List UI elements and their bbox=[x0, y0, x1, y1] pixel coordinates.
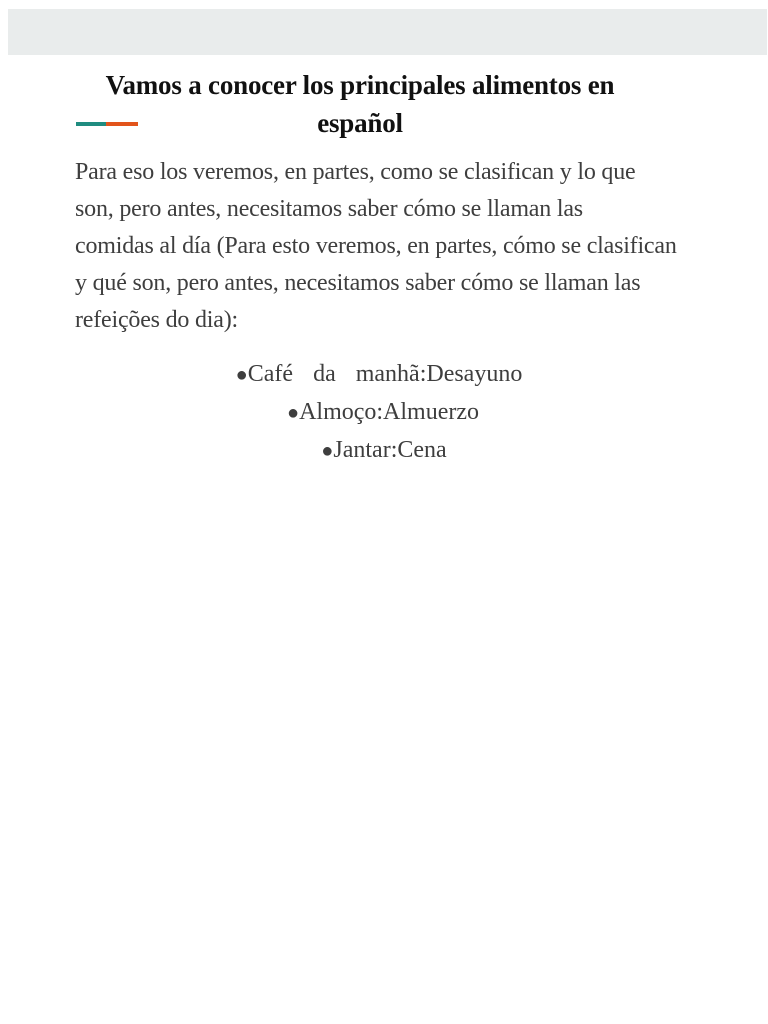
accent-orange-segment bbox=[106, 122, 138, 126]
title-accent-underline bbox=[76, 122, 138, 126]
title-line-2: español bbox=[317, 108, 403, 138]
bullet-icon: ● bbox=[235, 364, 248, 386]
meal-word: Café bbox=[247, 361, 294, 387]
bullet-icon: ● bbox=[321, 440, 334, 462]
meal-word: da bbox=[313, 361, 336, 387]
paragraph-line: refeições do dia): bbox=[75, 307, 238, 333]
top-bar bbox=[8, 9, 767, 55]
list-item bbox=[0, 356, 768, 394]
paragraph-line: comidas al día (Para esto veremos, en partes, cómo se clasifican bbox=[75, 233, 677, 259]
bullet-icon: ● bbox=[286, 402, 300, 424]
list-item bbox=[0, 432, 768, 470]
intro-paragraph bbox=[75, 154, 685, 339]
paragraph-line: son, pero antes, necesitamos saber cómo se llaman las bbox=[75, 196, 583, 222]
meals-list bbox=[0, 356, 768, 470]
meal-word: Almoço:Almuerzo bbox=[299, 399, 480, 425]
page-title bbox=[82, 66, 638, 142]
paragraph-line: Para eso los veremos, en partes, como se clasifican y lo que bbox=[75, 159, 636, 185]
title-line-1: Vamos a conocer los principales alimentos en bbox=[105, 70, 615, 100]
paragraph-line: y qué son, pero antes, necesitamos saber cómo se llaman las bbox=[75, 270, 641, 296]
meal-word: manhã:Desayuno bbox=[355, 361, 523, 387]
meal-word: Jantar:Cena bbox=[333, 437, 447, 463]
list-item bbox=[0, 394, 768, 432]
accent-teal-segment bbox=[76, 122, 106, 126]
